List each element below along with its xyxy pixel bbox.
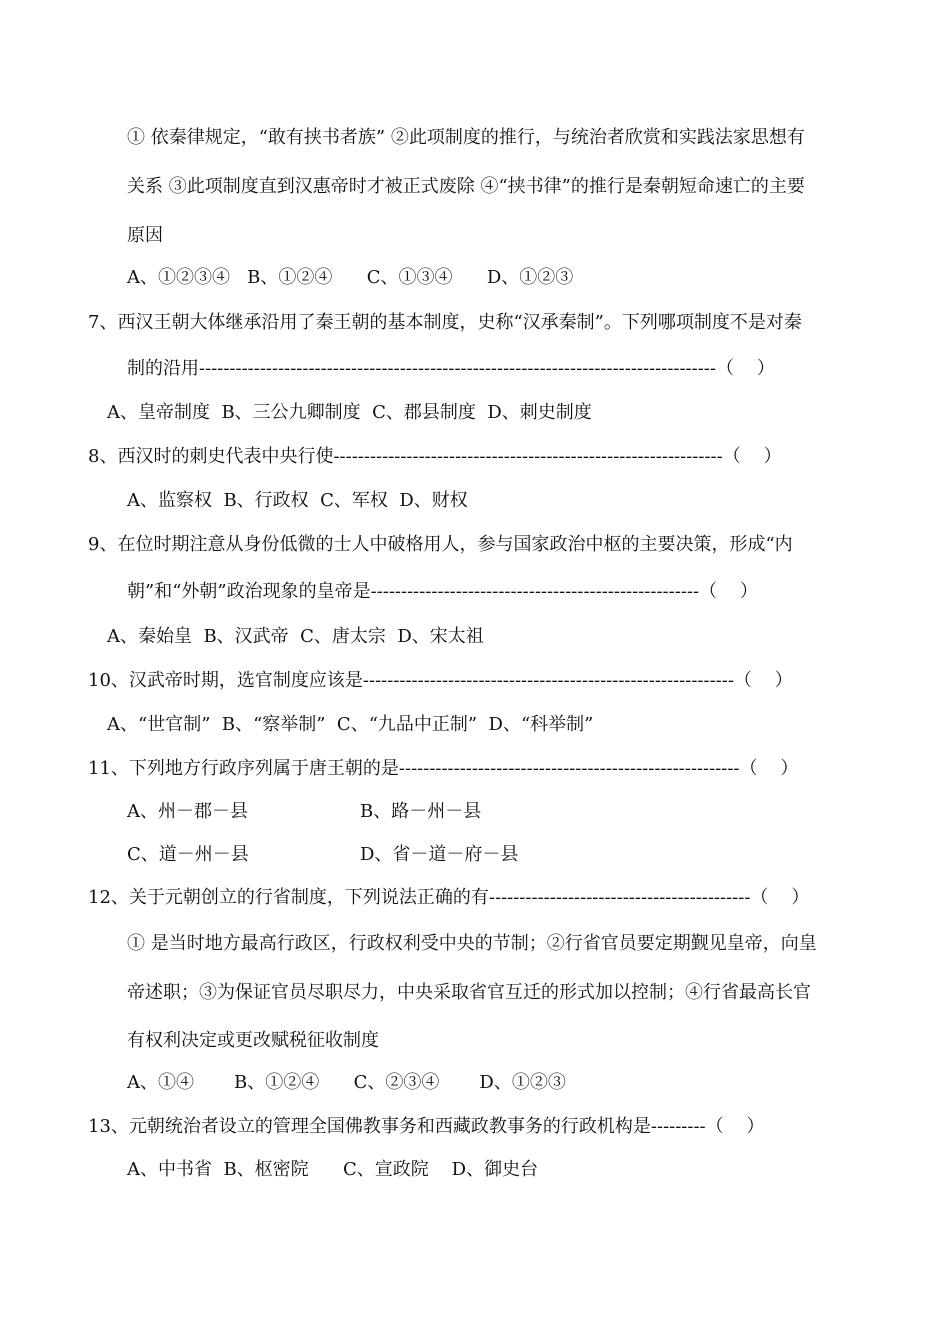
question-12-statements-line-2: 帝述职；③为保证官员尽职尽力，中央采取省官互迁的形式加以控制；④行省最高长官 (127, 982, 811, 1003)
question-6-statements-line-3: 原因 (127, 225, 163, 246)
question-6-options: A、①②③④ B、①②④ C、①③④ D、①②③ (127, 267, 574, 288)
question-9-options: A、秦始皇 B、汉武帝 C、唐太宗 D、宋太祖 (107, 626, 484, 647)
question-9-stem-line-2: 朝”和“外朝”政治现象的皇帝是------------------------------------------------------（ ） (127, 581, 758, 602)
question-9-stem-line-1: 9、在位时期注意从身份低微的士人中破格用人，参与国家政治中枢的主要决策，形成“内 (88, 534, 793, 555)
question-11-stem: 11、下列地方行政序列属于唐王朝的是--------------------------------------------------------（ ） (88, 758, 799, 779)
question-11-option-a: A、州－郡－县 (127, 801, 248, 822)
question-10-stem: 10、汉武帝时期，选官制度应该是-------------------------------------------------------------（ ） (88, 670, 793, 691)
question-12-statements-line-1: ① 是当时地方最高行政区，行政权利受中央的节制；②行省官员要定期觐见皇帝，向皇 (127, 933, 817, 954)
question-13-options: A、中书省 B、枢密院 C、宣政院 D、御史台 (127, 1159, 539, 1180)
question-6-statements-line-1: ① 依秦律规定，“敢有挟书者族” ②此项制度的推行，与统治者欣赏和实践法家思想有 (127, 127, 805, 148)
question-12-statements-line-3: 有权利决定或更改赋税征收制度 (127, 1030, 379, 1051)
question-8-options: A、监察权 B、行政权 C、军权 D、财权 (127, 490, 468, 511)
question-12-options: A、①④ B、①②④ C、②③④ D、①②③ (127, 1072, 566, 1093)
question-11-option-d: D、省－道－府－县 (360, 844, 519, 865)
question-7-stem-line-1: 7、西汉王朝大体继承沿用了秦王朝的基本制度，史称“汉承秦制”。下列哪项制度不是对秦 (88, 312, 802, 333)
question-7-stem-line-2: 制的沿用-------------------------------------------------------------------------------------（ ） (127, 358, 775, 379)
question-12-stem: 12、关于元朝创立的行省制度，下列说法正确的有-------------------------------------------（ ） (88, 887, 810, 908)
question-8-stem: 8、西汉时的刺史代表中央行使----------------------------------------------------------------（ ） (88, 446, 782, 467)
question-10-options: A、“世官制” B、“察举制” C、“九品中正制” D、“科举制” (107, 714, 594, 735)
question-11-option-c: C、道－州－县 (127, 844, 249, 865)
question-7-options: A、皇帝制度 B、三公九卿制度 C、郡县制度 D、刺史制度 (107, 402, 592, 423)
question-11-option-b: B、路－州－县 (360, 801, 482, 822)
question-13-stem: 13、元朝统治者设立的管理全国佛教事务和西藏政教事务的行政机构是---------（ ） (88, 1116, 765, 1137)
question-6-statements-line-2: 关系 ③此项制度直到汉惠帝时才被正式废除 ④“挟书律”的推行是秦朝短命速亡的主要 (127, 176, 805, 197)
